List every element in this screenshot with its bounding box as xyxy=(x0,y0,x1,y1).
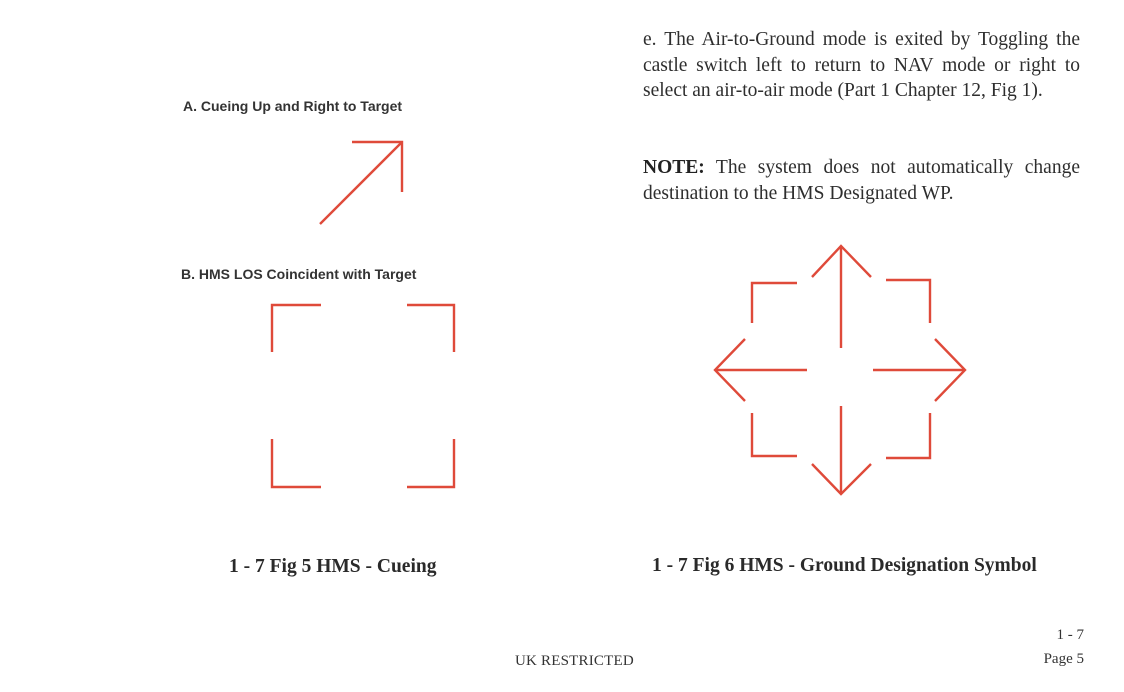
paragraph-e: e. The Air-to-Ground mode is exited by Toggling the castle switch left to return to NAV mode or right to select an air-to-air mode (Part 1 Chapter 12, Fig 1). xyxy=(643,29,1080,101)
los-brackets-icon xyxy=(262,295,467,500)
ground-designation-symbol-icon xyxy=(705,238,975,503)
figure-6-caption: 1 - 7 Fig 6 HMS - Ground Designation Symbol xyxy=(652,555,1037,576)
chapter-reference: 1 - 7 xyxy=(1056,627,1084,643)
classification-marking: UK RESTRICTED xyxy=(515,653,634,669)
figure-5-label-a: A. Cueing Up and Right to Target xyxy=(183,98,403,114)
note-paragraph xyxy=(643,155,1080,206)
figure-5-caption: 1 - 7 Fig 5 HMS - Cueing xyxy=(229,556,437,577)
page-number: Page 5 xyxy=(1043,651,1084,667)
figure-5-label-b: B. HMS LOS Coincident with Target xyxy=(181,266,417,282)
note-text: The system does not automatically change destination to the HMS Designated WP. xyxy=(643,157,1080,204)
note-label: NOTE: xyxy=(643,157,705,178)
cueing-arrow-icon xyxy=(310,135,420,235)
